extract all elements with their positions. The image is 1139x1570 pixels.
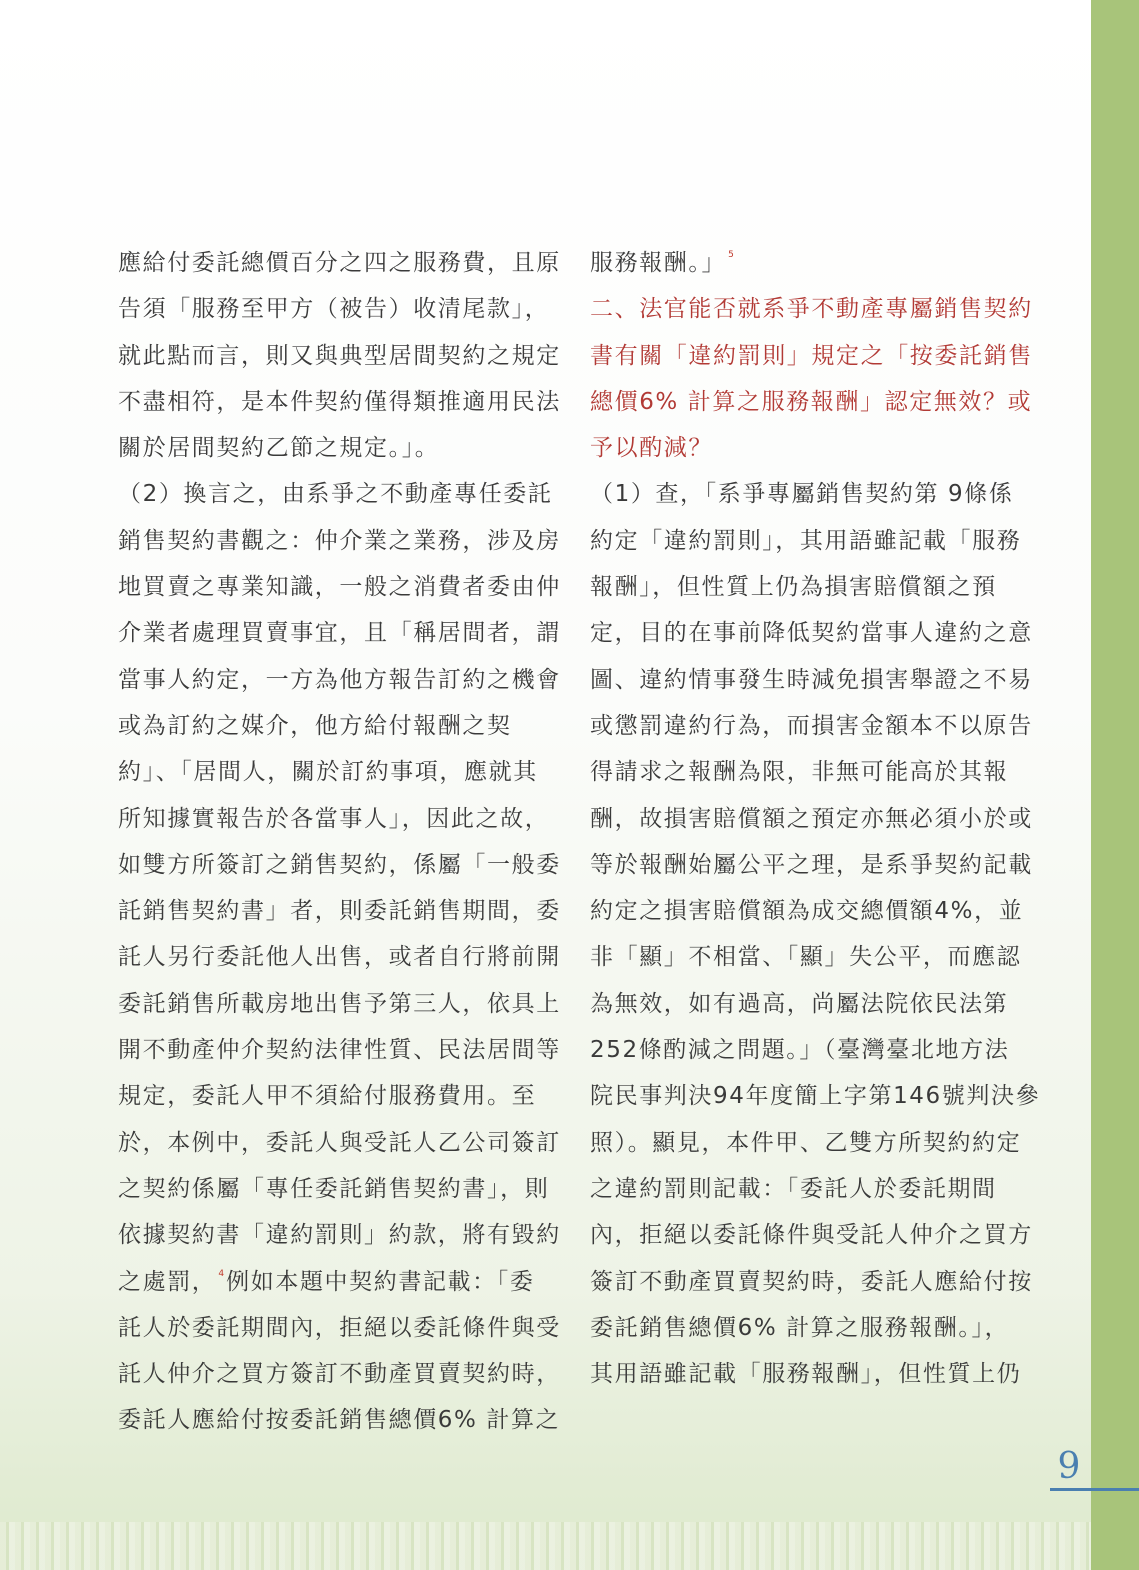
paragraph-line: 等於報酬始屬公平之理，是系爭契約記載 <box>590 851 1033 878</box>
paragraph-line-with-footnote <box>590 240 1010 286</box>
paragraph-line: 委託人應給付按委託銷售總價6% 計算之 <box>118 1407 561 1434</box>
line-text: 例如本題中契約書記載：「委 <box>226 1268 535 1295</box>
section-heading-line: 書有關「違約罰則」規定之「按委託銷售 <box>590 342 1033 369</box>
section-heading-line: 總價6% 計算之服務報酬」認定無效？或 <box>590 388 1033 415</box>
paragraph-line: 託人於委託期間內，拒絕以委託條件與受 <box>118 1314 561 1341</box>
paragraph-line: 約」、「居間人，關於訂約事項，應就其 <box>118 759 538 786</box>
paragraph-line: 託人另行委託他人出售，或者自行將前開 <box>118 944 561 971</box>
paragraph-line: 託銷售契約書」者，則委託銷售期間，委 <box>118 898 561 925</box>
paragraph-line: 報酬」，但性質上仍為損害賠償額之預 <box>590 574 997 601</box>
paragraph-line: （1）查，「系爭專屬銷售契約第 9條係 <box>590 481 1014 508</box>
paragraph-line: 之契約係屬「專任委託銷售契約書」，則 <box>118 1175 550 1202</box>
paragraph-line: 圖、違約情事發生時減免損害舉證之不易 <box>590 666 1033 693</box>
paragraph-line: 照）。顯見，本件甲、乙雙方所契約約定 <box>590 1129 1022 1156</box>
paragraph-line: 當事人約定，一方為他方報告訂約之機會 <box>118 666 561 693</box>
paragraph-line: 之違約罰則記載：「委託人於委託期間 <box>590 1175 997 1202</box>
paragraph-line: 規定，委託人甲不須給付服務費用。至 <box>118 1083 537 1110</box>
paragraph-line: 於，本例中，委託人與受託人乙公司簽訂 <box>118 1129 561 1156</box>
paragraph-line: 簽訂不動產買賣契約時，委託人應給付按 <box>590 1268 1033 1295</box>
paragraph-line: 不盡相符，是本件契約僅得類推適用民法 <box>118 388 561 415</box>
paragraph-line: 銷售契約書觀之：仲介業之業務，涉及房 <box>118 527 561 554</box>
paragraph-line: 或為訂約之媒介，他方給付報酬之契 <box>118 712 512 739</box>
paragraph-line: 開不動產仲介契約法律性質、民法居間等 <box>118 1037 561 1064</box>
paragraph-line: 約定之損害賠償額為成交總價額4%，並 <box>590 898 1024 925</box>
section-heading-line: 二、法官能否就系爭不動產專屬銷售契約 <box>590 296 1033 323</box>
paragraph-line: 其用語雖記載「服務報酬」，但性質上仍 <box>590 1361 1022 1388</box>
left-text-column <box>118 240 561 1444</box>
page-number: 9 <box>1057 1446 1081 1487</box>
paragraph-line: 介業者處理買賣事宜，且「稱居間者，謂 <box>118 620 561 647</box>
line-text: 服務報酬。」 <box>590 250 727 276</box>
paragraph-line: 應給付委託總價百分之四之服務費，且原 <box>118 250 561 276</box>
paragraph-line: 委託銷售總價6% 計算之服務報酬。」， <box>590 1314 1010 1341</box>
bottom-decorative-band <box>0 1522 1091 1570</box>
paragraph-line: （2）換言之，由系爭之不動產專任委託 <box>118 481 553 508</box>
paragraph-line: 關於居間契約乙節之規定。」。 <box>118 435 440 462</box>
line-text: 之處罰， <box>118 1268 217 1295</box>
paragraph-line: 252條酌減之問題。」（臺灣臺北地方法 <box>590 1037 1010 1064</box>
paragraph-line: 院民事判決94年度簡上字第146號判決參 <box>590 1083 1041 1110</box>
paragraph-line: 所知據實報告於各當事人」，因此之故， <box>118 805 550 832</box>
paragraph-line: 就此點而言，則又與典型居間契約之規定 <box>118 342 561 369</box>
paragraph-line: 為無效，如有過高，尚屬法院依民法第 <box>590 990 1009 1017</box>
paragraph-line-with-footnote <box>118 1259 538 1305</box>
section-heading-line: 予以酌減？ <box>590 435 713 462</box>
paragraph-line: 得請求之報酬為限，非無可能高於其報 <box>590 759 1009 786</box>
paragraph-line: 定，目的在事前降低契約當事人違約之意 <box>590 620 1033 647</box>
footnote-marker[interactable]: 4 <box>218 1268 225 1279</box>
paragraph-line: 告須「服務至甲方（被告）收清尾款」， <box>118 296 550 323</box>
page-number-rule <box>1050 1488 1139 1491</box>
paragraph-line: 依據契約書「違約罰則」約款，將有毀約 <box>118 1222 561 1249</box>
paragraph-line: 地買賣之專業知識，一般之消費者委由仲 <box>118 574 561 601</box>
side-accent-bar <box>1091 0 1139 1570</box>
paragraph-line: 委託銷售所載房地出售予第三人，依具上 <box>118 990 561 1017</box>
paragraph-line: 約定「違約罰則」，其用語雖記載「服務 <box>590 527 1022 554</box>
paragraph-line: 非「顯」不相當、「顯」失公平，而應認 <box>590 944 1022 971</box>
paragraph-line: 或懲罰違約行為，而損害金額本不以原告 <box>590 712 1033 739</box>
right-text-column <box>590 240 1041 1397</box>
paragraph-line: 內，拒絕以委託條件與受託人仲介之買方 <box>590 1222 1033 1249</box>
paragraph-line: 託人仲介之買方簽訂不動產買賣契約時， <box>118 1361 561 1388</box>
footnote-marker[interactable]: 5 <box>728 250 734 260</box>
paragraph-line: 如雙方所簽訂之銷售契約，係屬「一般委 <box>118 851 561 878</box>
paragraph-line: 酬，故損害賠償額之預定亦無必須小於或 <box>590 805 1033 832</box>
